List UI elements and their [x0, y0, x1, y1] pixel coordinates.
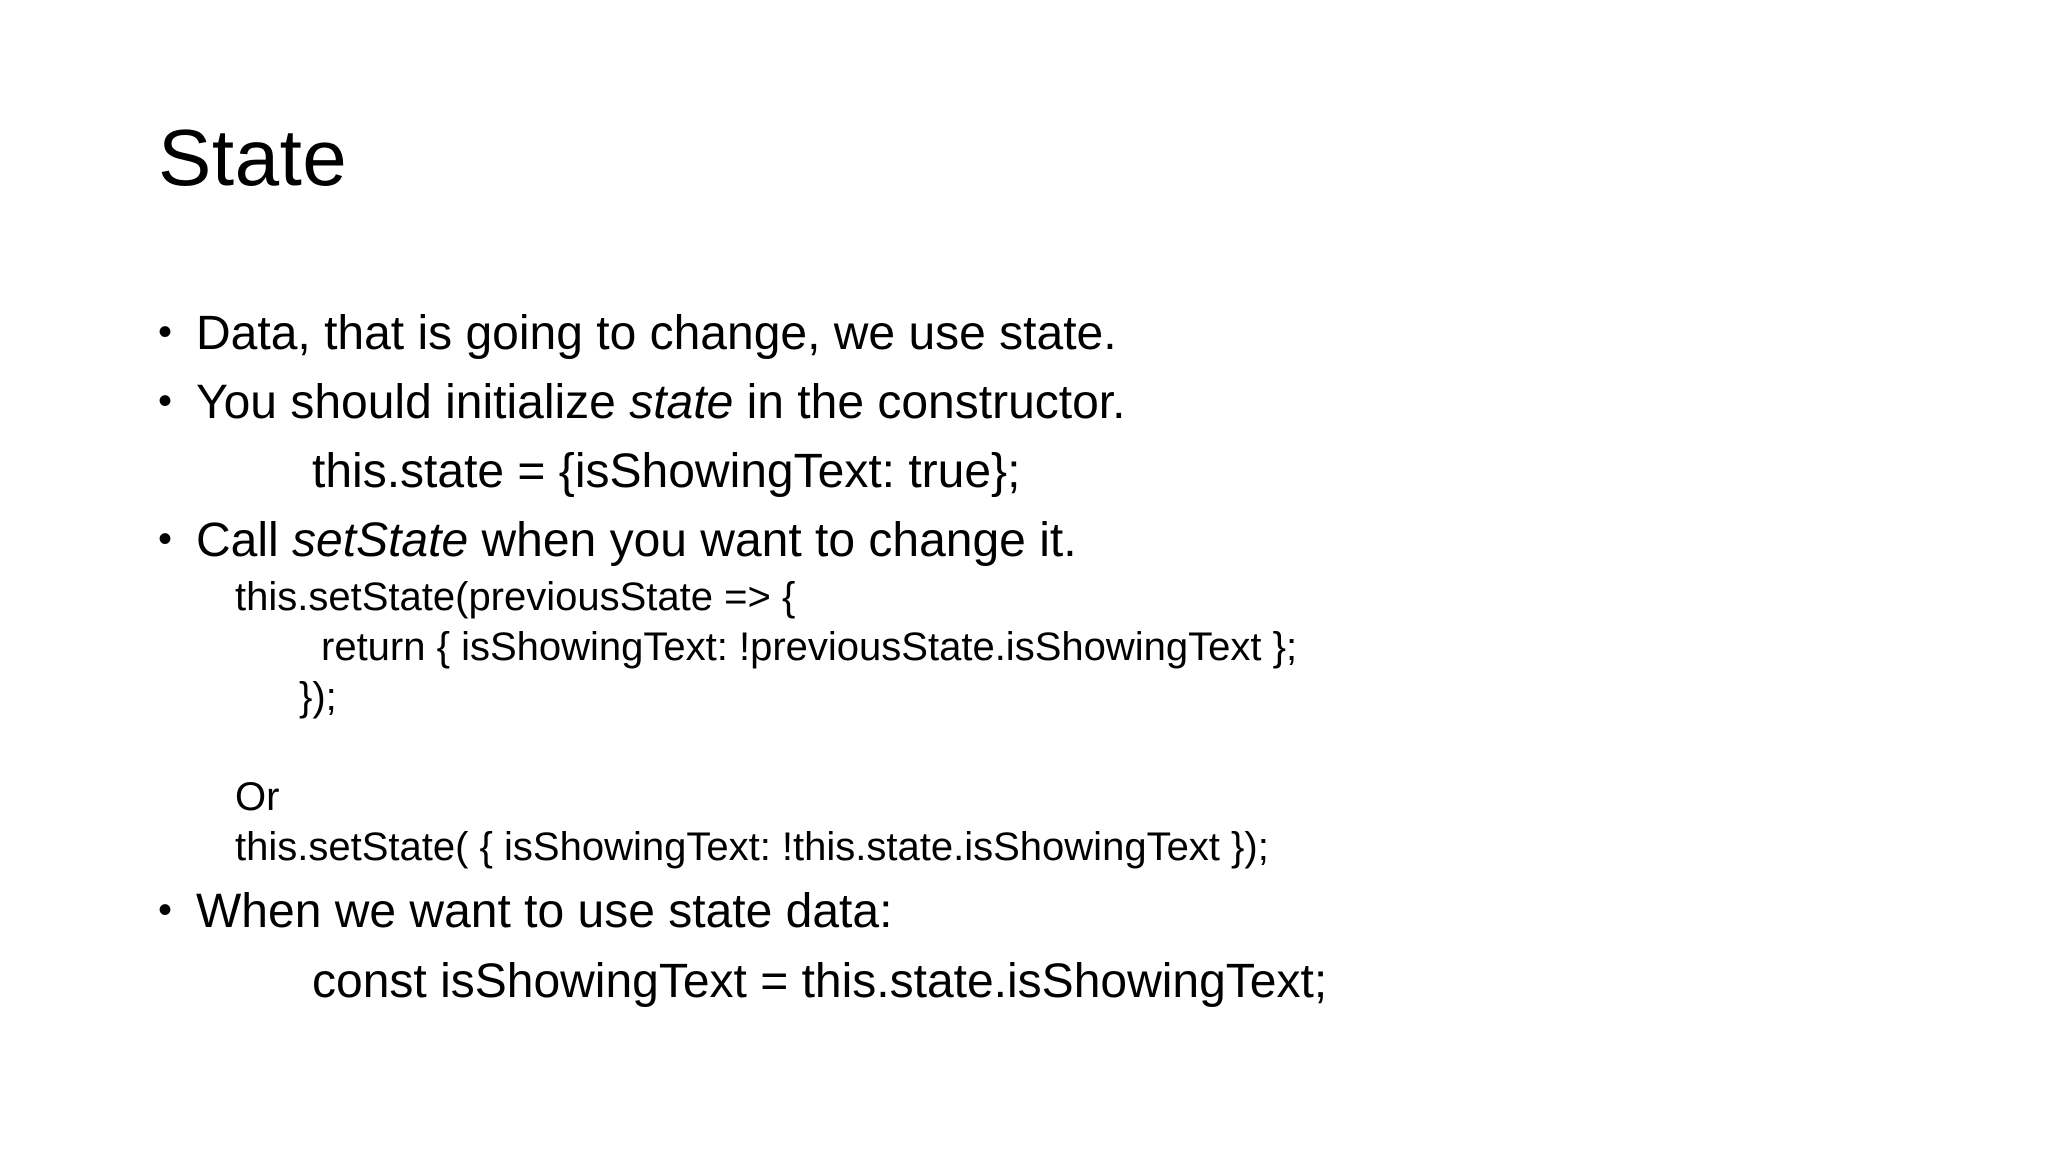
bullet-dot: • — [158, 888, 173, 932]
slide-title: State — [158, 113, 348, 202]
bullet-text-emphasis: setState — [292, 514, 469, 567]
code-setstate-line-3: }); — [299, 675, 337, 719]
code-setstate-alt: this.setState( { isShowingText: !this.state.isShowingText }); — [235, 825, 1269, 869]
bullet-text-part: when you want to change it. — [468, 514, 1077, 567]
code-or-label: Or — [235, 775, 280, 819]
code-state-init: this.state = {isShowingText: true}; — [312, 445, 1021, 498]
code-setstate-line-2: return { isShowingText: !previousState.isShowingText }; — [321, 625, 1298, 669]
bullet-dot: • — [158, 379, 173, 423]
bullet-text: Data, that is going to change, we use state. — [196, 307, 1117, 360]
bullet-text-part: Call — [196, 514, 293, 567]
bullet-dot: • — [158, 310, 173, 354]
bullet-text-part: You should initialize — [196, 376, 630, 429]
bullet-dot: • — [158, 517, 173, 561]
bullet-text-part: in the constructor. — [733, 376, 1126, 429]
code-setstate-line-1: this.setState(previousState => { — [235, 575, 796, 619]
bullet-text-emphasis: state — [629, 376, 734, 429]
bullet-text — [196, 376, 1126, 429]
bullet-text — [196, 514, 1077, 567]
bullet-text: When we want to use state data: — [196, 885, 893, 938]
code-state-read: const isShowingText = this.state.isShowingText; — [312, 955, 1328, 1008]
